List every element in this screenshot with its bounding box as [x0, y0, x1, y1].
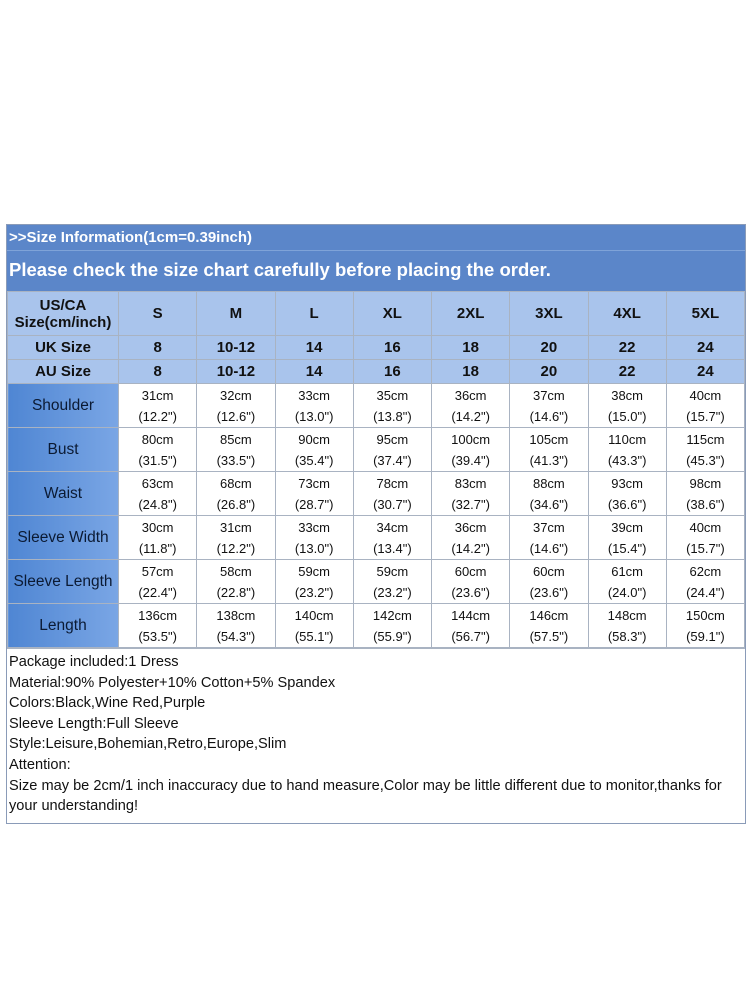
inch-value: (58.3"): [607, 628, 647, 644]
measurement-cell: [353, 516, 431, 560]
au-size-value: 20: [510, 360, 588, 384]
inch-value: (14.2"): [451, 408, 490, 424]
measurement-cell: [197, 428, 275, 472]
disclaimer-note: Size may be 2cm/1 inch inaccuracy due to hand measure,Color may be little different due to monitor,thanks for your understanding!: [9, 777, 722, 815]
cm-value: 90cm: [298, 431, 331, 447]
inch-value: (12.2"): [216, 540, 256, 556]
uk-size-value: 24: [666, 336, 744, 360]
inch-value: (36.6"): [607, 496, 647, 512]
inch-value: (35.4"): [294, 452, 334, 468]
inch-value: (13.8"): [373, 408, 412, 424]
measurement-cell: [510, 560, 588, 604]
cm-value: 36cm: [454, 519, 487, 535]
inch-value: (45.3"): [686, 452, 725, 468]
size-header-row: [8, 292, 745, 336]
au-size-value: 22: [588, 360, 666, 384]
inch-value: (33.5"): [216, 452, 256, 468]
uk-size-value: 10-12: [197, 336, 275, 360]
measurement-label: Bust: [8, 428, 119, 472]
cm-value: 36cm: [454, 387, 487, 403]
measurement-row: [8, 516, 745, 560]
inch-value: (30.7"): [373, 496, 412, 512]
cm-value: 83cm: [454, 475, 487, 491]
inch-value: (13.0"): [294, 540, 334, 556]
inch-value: (22.8"): [216, 584, 256, 600]
au-size-value: 10-12: [197, 360, 275, 384]
uk-size-row: [8, 336, 745, 360]
sleeve-note: Sleeve Length:Full Sleeve: [9, 715, 179, 732]
cm-value: 62cm: [689, 563, 722, 579]
measurement-cell: [275, 472, 353, 516]
measurement-cell: [666, 560, 744, 604]
inch-value: (15.7"): [686, 540, 725, 556]
cm-value: 60cm: [454, 563, 487, 579]
measurement-cell: [432, 516, 510, 560]
cm-value: 115cm: [686, 431, 725, 447]
package-note: Package included:1 Dress: [9, 654, 179, 670]
inch-value: (12.6"): [216, 408, 256, 424]
inch-value: (13.4"): [373, 540, 412, 556]
inch-value: (23.2"): [294, 584, 334, 600]
au-size-label: AU Size: [8, 360, 119, 384]
cm-value: 40cm: [689, 387, 722, 403]
inch-value: (39.4"): [451, 452, 490, 468]
measurement-cell: [432, 472, 510, 516]
au-size-value: 14: [275, 360, 353, 384]
inch-value: (34.6"): [529, 496, 569, 512]
au-size-value: 24: [666, 360, 744, 384]
au-size-value: 16: [353, 360, 431, 384]
inch-value: (23.2"): [373, 584, 412, 600]
measurement-cell: [510, 384, 588, 428]
cm-value: 110cm: [608, 431, 647, 447]
measurement-cell: [510, 604, 588, 648]
inch-value: (53.5"): [138, 628, 177, 644]
inch-value: (11.8"): [138, 540, 177, 556]
au-size-row: [8, 360, 745, 384]
inch-value: (26.8"): [216, 496, 256, 512]
cm-value: 63cm: [141, 475, 174, 491]
uk-size-value: 8: [119, 336, 197, 360]
au-size-value: 18: [432, 360, 510, 384]
cm-value: 59cm: [298, 563, 331, 579]
measurement-cell: [119, 516, 197, 560]
size-col-header: 4XL: [588, 292, 666, 336]
measurement-cell: [432, 384, 510, 428]
measurement-label: Shoulder: [8, 384, 119, 428]
inch-value: (14.2"): [451, 540, 490, 556]
measurement-cell: [353, 384, 431, 428]
measurement-cell: [119, 560, 197, 604]
uk-size-value: 18: [432, 336, 510, 360]
measurement-cell: [510, 472, 588, 516]
measurement-row: [8, 472, 745, 516]
measurement-cell: [119, 428, 197, 472]
notice-heading: Please check the size chart carefully before placing the order.: [7, 250, 745, 291]
size-col-header: S: [119, 292, 197, 336]
measurement-cell: [510, 428, 588, 472]
inch-value: (59.1"): [686, 628, 725, 644]
measurement-row: [8, 560, 745, 604]
measurement-cell: [197, 384, 275, 428]
inch-value: (54.3"): [216, 628, 256, 644]
measurement-cell: [353, 604, 431, 648]
inch-value: (55.9"): [373, 628, 412, 644]
measurement-cell: [119, 472, 197, 516]
cm-value: 85cm: [219, 431, 252, 447]
size-col-header: 3XL: [510, 292, 588, 336]
cm-value: 140cm: [294, 607, 334, 623]
inch-value: (23.6"): [451, 584, 490, 600]
cm-value: 144cm: [451, 607, 491, 623]
inch-value: (24.4"): [686, 584, 725, 600]
measurement-cell: [353, 472, 431, 516]
inch-value: (13.0"): [294, 408, 334, 424]
colors-note: Colors:Black,Wine Red,Purple: [9, 695, 206, 712]
uk-size-value: 22: [588, 336, 666, 360]
size-table: [7, 291, 745, 648]
cm-value: 33cm: [298, 387, 331, 403]
inch-value: (56.7"): [451, 628, 490, 644]
measurement-cell: [353, 428, 431, 472]
inch-value: (15.7"): [686, 408, 725, 424]
inch-value: (57.5"): [529, 628, 569, 644]
measurement-cell: [119, 384, 197, 428]
us-ca-label-line1: US/CA: [39, 296, 87, 314]
measurement-cell: [197, 604, 275, 648]
measurement-cell: [588, 428, 666, 472]
cm-value: 138cm: [216, 607, 256, 623]
cm-value: 95cm: [376, 431, 409, 447]
size-chart: [6, 224, 746, 824]
cm-value: 61cm: [611, 563, 644, 579]
inch-value: (32.7"): [451, 496, 490, 512]
cm-value: 40cm: [689, 519, 722, 535]
cm-value: 100cm: [451, 431, 491, 447]
cm-value: 37cm: [532, 519, 565, 535]
cm-value: 60cm: [532, 563, 565, 579]
inch-value: (31.5"): [138, 452, 177, 468]
measurement-cell: [588, 516, 666, 560]
uk-size-value: 16: [353, 336, 431, 360]
au-size-value: 8: [119, 360, 197, 384]
cm-value: 58cm: [219, 563, 252, 579]
inch-value: (41.3"): [529, 452, 569, 468]
measurement-cell: [119, 604, 197, 648]
measurement-cell: [197, 472, 275, 516]
inch-value: (55.1"): [294, 628, 334, 644]
material-note: Material:90% Polyester+10% Cotton+5% Spandex: [9, 674, 336, 691]
inch-value: (14.6"): [529, 408, 569, 424]
cm-value: 93cm: [611, 475, 644, 491]
inch-value: (43.3"): [607, 452, 647, 468]
measurement-cell: [588, 472, 666, 516]
measurement-cell: [432, 604, 510, 648]
measurement-row: [8, 428, 745, 472]
attention-note: Attention:: [9, 756, 71, 773]
size-info-heading: >>Size Information(1cm=0.39inch): [9, 229, 252, 246]
cm-value: 32cm: [219, 387, 252, 403]
size-col-header: XL: [353, 292, 431, 336]
us-ca-size-label: [8, 292, 119, 336]
cm-value: 38cm: [611, 387, 644, 403]
measurement-cell: [666, 604, 744, 648]
cm-value: 30cm: [141, 519, 174, 535]
inch-value: (22.4"): [138, 584, 177, 600]
size-col-header: M: [197, 292, 275, 336]
cm-value: 31cm: [219, 519, 252, 535]
inch-value: (14.6"): [529, 540, 569, 556]
inch-value: (12.2"): [138, 408, 177, 424]
inch-value: (24.8"): [138, 496, 177, 512]
cm-value: 57cm: [141, 563, 174, 579]
cm-value: 31cm: [141, 387, 174, 403]
cm-value: 34cm: [376, 519, 409, 535]
measurement-cell: [588, 560, 666, 604]
measurement-row: [8, 384, 745, 428]
measurement-cell: [275, 604, 353, 648]
measurement-label: Sleeve Width: [8, 516, 119, 560]
uk-size-value: 14: [275, 336, 353, 360]
cm-value: 150cm: [685, 607, 725, 623]
cm-value: 105cm: [529, 431, 569, 447]
cm-value: 35cm: [376, 387, 409, 403]
measurement-cell: [588, 384, 666, 428]
inch-value: (38.6"): [686, 496, 725, 512]
inch-value: (24.0"): [607, 584, 647, 600]
inch-value: (15.4"): [607, 540, 647, 556]
product-notes: [7, 648, 745, 823]
measurement-cell: [275, 384, 353, 428]
cm-value: 39cm: [611, 519, 644, 535]
cm-value: 37cm: [532, 387, 565, 403]
measurement-cell: [432, 560, 510, 604]
cm-value: 136cm: [138, 607, 178, 623]
uk-size-value: 20: [510, 336, 588, 360]
measurement-cell: [666, 472, 744, 516]
cm-value: 88cm: [532, 475, 565, 491]
measurement-label: Waist: [8, 472, 119, 516]
cm-value: 80cm: [141, 431, 174, 447]
measurement-label: Length: [8, 604, 119, 648]
measurement-cell: [666, 516, 744, 560]
cm-value: 146cm: [529, 607, 569, 623]
inch-value: (37.4"): [373, 452, 412, 468]
inch-value: (23.6"): [529, 584, 569, 600]
measurement-cell: [666, 428, 744, 472]
measurement-cell: [510, 516, 588, 560]
measurement-cell: [666, 384, 744, 428]
cm-value: 98cm: [689, 475, 722, 491]
inch-value: (28.7"): [294, 496, 334, 512]
us-ca-label-line2: Size(cm/inch): [14, 313, 112, 331]
inch-value: (15.0"): [607, 408, 647, 424]
measurement-cell: [275, 428, 353, 472]
uk-size-label: UK Size: [8, 336, 119, 360]
cm-value: 142cm: [372, 607, 412, 623]
measurement-cell: [197, 516, 275, 560]
measurement-cell: [197, 560, 275, 604]
banner: [7, 225, 745, 291]
measurement-cell: [353, 560, 431, 604]
measurement-cell: [588, 604, 666, 648]
measurement-label: Sleeve Length: [8, 560, 119, 604]
measurement-cell: [275, 560, 353, 604]
size-col-header: 5XL: [666, 292, 744, 336]
size-col-header: L: [275, 292, 353, 336]
measurement-cell: [275, 516, 353, 560]
size-col-header: 2XL: [432, 292, 510, 336]
measurement-cell: [432, 428, 510, 472]
cm-value: 33cm: [298, 519, 331, 535]
cm-value: 59cm: [376, 563, 409, 579]
cm-value: 78cm: [376, 475, 409, 491]
cm-value: 148cm: [607, 607, 647, 623]
measurement-row: [8, 604, 745, 648]
style-note: Style:Leisure,Bohemian,Retro,Europe,Slim: [9, 736, 287, 753]
cm-value: 73cm: [298, 475, 331, 491]
cm-value: 68cm: [219, 475, 252, 491]
